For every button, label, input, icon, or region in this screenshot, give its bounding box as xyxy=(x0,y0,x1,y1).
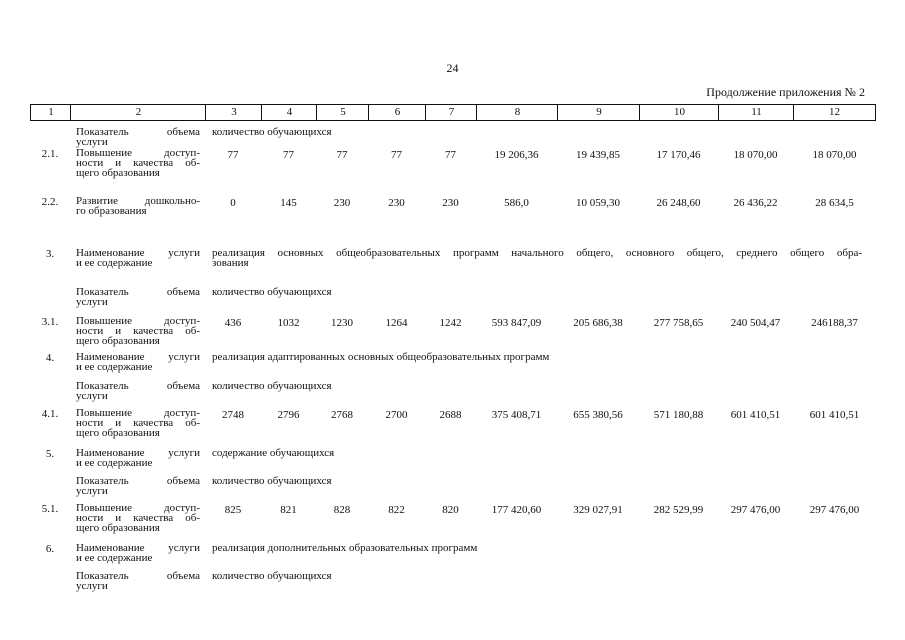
table-header-row xyxy=(30,104,876,121)
row-label-line: Наименование услуги xyxy=(76,247,200,259)
row-label xyxy=(76,503,200,533)
row-label xyxy=(76,543,200,563)
header-cell-12: 12 xyxy=(793,104,876,121)
value-cell-col-10: 277 758,65 xyxy=(653,317,704,329)
row-label-line: ности и качества об- xyxy=(76,512,200,524)
row-label-line: Показатель объема xyxy=(76,570,200,582)
row-description: количество обучающихся xyxy=(212,286,332,298)
row-number: 3.1. xyxy=(41,316,59,328)
value-cell-col-5: 1230 xyxy=(331,317,353,329)
header-cell-5: 5 xyxy=(316,104,369,121)
header-cell-11: 11 xyxy=(718,104,794,121)
row-number: 5. xyxy=(45,448,55,460)
row-description xyxy=(212,248,862,268)
row-label-line: щего образования xyxy=(76,335,160,347)
row-label-line: Наименование услуги xyxy=(76,351,200,363)
row-description-line: реализация основных общеобразовательных программ начального общего, основного общего, среднего общего обра- xyxy=(212,247,862,259)
row-label-line: и ее содержание xyxy=(76,457,153,469)
header-cell-3: 3 xyxy=(205,104,262,121)
row-label-line: щего образования xyxy=(76,522,160,534)
value-cell-col-6: 822 xyxy=(388,504,405,516)
value-cell-col-10: 282 529,99 xyxy=(653,504,704,516)
row-label-line: Показатель объема xyxy=(76,475,200,487)
value-cell-col-5: 77 xyxy=(336,149,348,161)
row-number: 5.1. xyxy=(41,503,59,515)
row-label-line: щего образования xyxy=(76,167,160,179)
row-label-line: ности и качества об- xyxy=(76,417,200,429)
value-cell-col-6: 1264 xyxy=(385,317,408,329)
value-cell-col-8: 593 847,09 xyxy=(491,317,542,329)
header-cell-9: 9 xyxy=(557,104,640,121)
value-cell-col-5: 230 xyxy=(333,197,351,209)
value-cell-col-4: 2796 xyxy=(277,409,300,421)
value-cell-col-7: 77 xyxy=(445,149,456,161)
value-cell-col-11: 18 070,00 xyxy=(733,149,778,161)
header-cell-7: 7 xyxy=(425,104,477,121)
row-label-line: и ее содержание xyxy=(76,257,153,269)
row-label-line: и ее содержание xyxy=(76,361,153,373)
row-label-line: Показатель объема xyxy=(76,380,200,392)
continuation-note: Продолжение приложения № 2 xyxy=(706,85,865,99)
row-label xyxy=(76,127,200,147)
row-description: реализация дополнительных образовательных программ xyxy=(212,542,478,554)
row-number: 2.2. xyxy=(41,196,59,208)
row-label-line: услуги xyxy=(76,485,108,497)
row-number: 2.1. xyxy=(41,148,59,160)
row-label-line: услуги xyxy=(76,136,108,148)
row-label-line: услуги xyxy=(76,580,108,592)
value-cell-col-4: 145 xyxy=(280,197,297,209)
row-label xyxy=(76,408,200,438)
row-label-line: и ее содержание xyxy=(76,552,153,564)
value-cell-col-12: 601 410,51 xyxy=(809,409,860,421)
row-label-line: Повышение доступ- xyxy=(76,407,200,419)
value-cell-col-12: 18 070,00 xyxy=(812,149,857,161)
row-label xyxy=(76,476,200,496)
row-label xyxy=(76,148,200,178)
value-cell-col-11: 601 410,51 xyxy=(730,409,781,421)
value-cell-col-12: 28 634,5 xyxy=(815,197,854,209)
row-number: 3. xyxy=(45,248,55,260)
row-label-line: Развитие дошкольно- xyxy=(76,195,200,207)
header-cell-2: 2 xyxy=(70,104,206,121)
row-label-line: го образования xyxy=(76,205,147,217)
row-description: реализация адаптированных основных общеобразовательных программ xyxy=(212,351,550,363)
value-cell-col-10: 571 180,88 xyxy=(653,409,704,421)
value-cell-col-12: 246188,37 xyxy=(811,317,858,329)
value-cell-col-9: 10 059,30 xyxy=(576,197,620,209)
header-cell-8: 8 xyxy=(476,104,558,121)
row-label xyxy=(76,381,200,401)
value-cell-col-12: 297 476,00 xyxy=(809,504,860,516)
row-label xyxy=(76,571,200,591)
value-cell-col-4: 1032 xyxy=(277,317,300,329)
value-cell-col-7: 1242 xyxy=(439,317,462,329)
value-cell-col-3: 77 xyxy=(227,149,239,161)
header-cell-4: 4 xyxy=(261,104,317,121)
value-cell-col-7: 230 xyxy=(442,197,459,209)
value-cell-col-6: 230 xyxy=(388,197,405,209)
value-cell-col-3: 2748 xyxy=(222,409,244,421)
row-description-line: зования xyxy=(212,257,249,269)
header-cell-6: 6 xyxy=(368,104,426,121)
value-cell-col-4: 821 xyxy=(280,504,297,516)
row-description: количество обучающихся xyxy=(212,475,332,487)
value-cell-col-9: 655 380,56 xyxy=(573,409,623,421)
row-label-line: Повышение доступ- xyxy=(76,502,200,514)
header-cell-10: 10 xyxy=(639,104,719,121)
row-description: количество обучающихся xyxy=(212,570,332,582)
value-cell-col-3: 0 xyxy=(230,197,236,209)
value-cell-col-6: 77 xyxy=(391,149,402,161)
row-number: 4.1. xyxy=(41,408,59,420)
value-cell-col-5: 828 xyxy=(333,504,351,516)
row-label-line: Наименование услуги xyxy=(76,447,200,459)
value-cell-col-11: 297 476,00 xyxy=(730,504,781,516)
row-label-line: Показатель объема xyxy=(76,126,200,138)
value-cell-col-11: 240 504,47 xyxy=(730,317,781,329)
row-description: количество обучающихся xyxy=(212,126,332,138)
row-label-line: Повышение доступ- xyxy=(76,147,200,159)
row-label xyxy=(76,287,200,307)
row-label-line: услуги xyxy=(76,296,108,308)
value-cell-col-8: 586,0 xyxy=(504,197,529,209)
row-description: количество обучающихся xyxy=(212,380,332,392)
row-label-line: щего образования xyxy=(76,427,160,439)
row-number: 4. xyxy=(45,352,55,364)
row-label-line: Показатель объема xyxy=(76,286,200,298)
value-cell-col-8: 375 408,71 xyxy=(491,409,542,421)
value-cell-col-10: 26 248,60 xyxy=(656,197,701,209)
value-cell-col-8: 19 206,36 xyxy=(494,149,539,161)
row-label-line: услуги xyxy=(76,390,108,402)
value-cell-col-7: 820 xyxy=(442,504,459,516)
value-cell-col-3: 436 xyxy=(224,317,242,329)
row-label xyxy=(76,248,200,268)
value-cell-col-9: 205 686,38 xyxy=(573,317,623,329)
row-label xyxy=(76,352,200,372)
value-cell-col-10: 17 170,46 xyxy=(656,149,701,161)
row-label xyxy=(76,316,200,346)
row-label-line: ности и качества об- xyxy=(76,325,200,337)
row-number: 6. xyxy=(45,543,55,555)
row-label xyxy=(76,196,200,216)
value-cell-col-11: 26 436,22 xyxy=(733,197,778,209)
value-cell-col-6: 2700 xyxy=(385,409,408,421)
row-label-line: ности и качества об- xyxy=(76,157,200,169)
value-cell-col-3: 825 xyxy=(224,504,242,516)
value-cell-col-5: 2768 xyxy=(331,409,353,421)
header-cell-1: 1 xyxy=(30,104,71,121)
row-description: содержание обучающихся xyxy=(212,447,335,459)
value-cell-col-9: 19 439,85 xyxy=(576,149,620,161)
row-label xyxy=(76,448,200,468)
value-cell-col-7: 2688 xyxy=(439,409,462,421)
row-label-line: Наименование услуги xyxy=(76,542,200,554)
page-number: 24 xyxy=(446,61,459,75)
value-cell-col-9: 329 027,91 xyxy=(573,504,623,516)
value-cell-col-8: 177 420,60 xyxy=(491,504,542,516)
value-cell-col-4: 77 xyxy=(283,149,294,161)
row-label-line: Повышение доступ- xyxy=(76,315,200,327)
